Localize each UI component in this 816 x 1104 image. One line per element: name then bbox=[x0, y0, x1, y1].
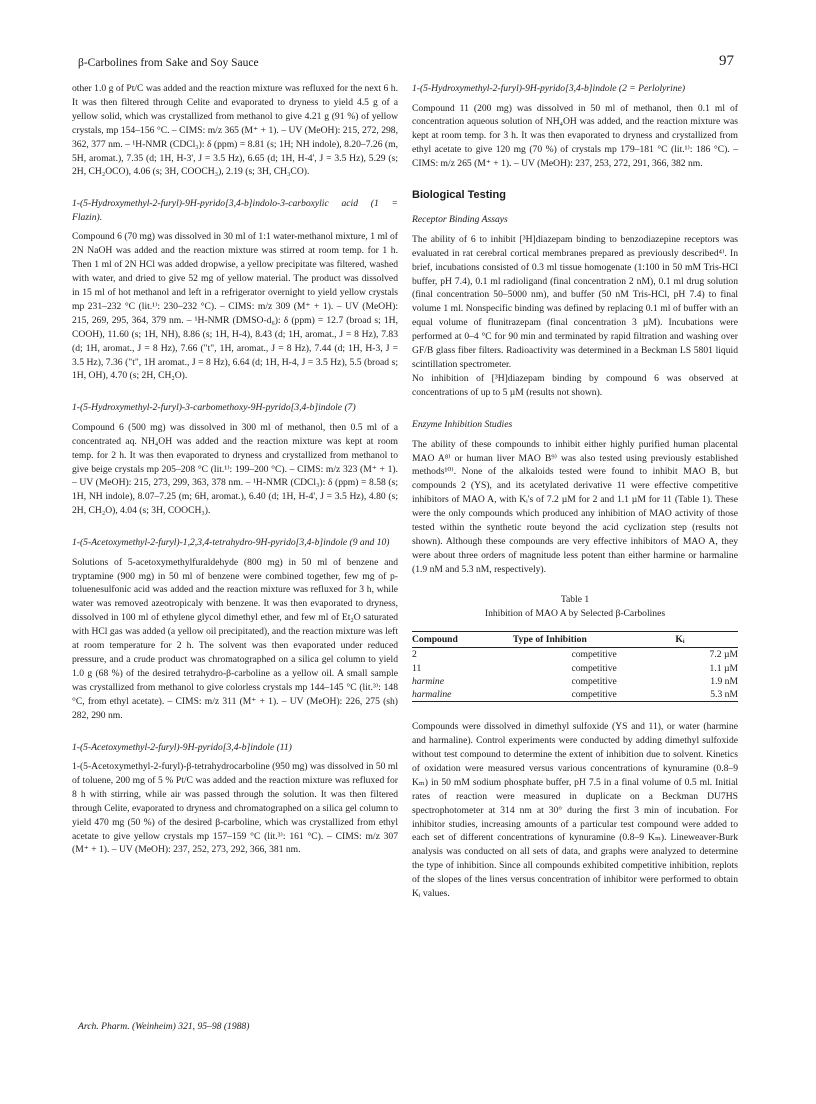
receptor-binding-body: The ability of 6 to inhibit [³H]diazepam binding to benzodiazepine receptors was evaluated in rat cerebral cortical membranes prepared as previously described⁴⁾. In brief, incubations consisted of 0.3 ml tissue homogenate (1:100 in 50 mM Tris-HCl buffer, pH 7.4), 0.1 ml radioligand (final concentration 2 nM), 0.1 ml drug solution (final concentration 50–5000 nm), and buffer (50 nM Tris-HCl, pH 7.4) to final volume 1 ml. Nonspecific binding was defined by replacing 0.1 ml of buffer with an equal volume of flunitrazepam (final concentration 3 µM). Incubations were performed at 0–4 °C for 90 min and terminated by rapid filtration and washing over GF/B glass fiber filters. Radioactivity was determined in a Beckman LS 5801 liquid scintillation spectrometer. bbox=[412, 233, 738, 370]
compound-11-body: 1-(5-Acetoxymethyl-2-furyl)-β-tetrahydrocarboline (950 mg) was dissolved in 50 ml of toluene, 200 mg of 5 % Pt/C was added and the reaction mixture was refluxed for 8 h with stirring, while air was passed through the solution. It was then filtered through Celite, evaporated to dryness and chromatographed on a silica gel column to yield 470 mg (50 %) of the desired β-carboline, which was crystallized from ethyl acetate to give yellow crystals mp 157–159 °C (lit.³⁾: 161 °C). – CIMS: m/z 307 (M⁺ + 1). – UV (MeOH): 237, 252, 273, 292, 366, 381 nm. bbox=[72, 761, 398, 856]
compound-9-10-heading: 1-(5-Acetoxymethyl-2-furyl)-1,2,3,4-tetrahydro-9H-pyrido[3,4-b]indole (9 and 10) bbox=[72, 537, 390, 549]
header-type: Type of Inhibition bbox=[513, 631, 676, 648]
biological-testing-title: Biological Testing bbox=[412, 189, 506, 202]
compound-9-10-section bbox=[72, 536, 398, 722]
receptor-binding-result: No inhibition of [³H]diazepam binding by compound 6 was observed at concentrations of up to 5 µM (results not shown). bbox=[412, 372, 738, 398]
compound-7-body: Compound 6 (500 mg) was dissolved in 300 ml of methanol, then 0.5 ml of a concentrated aq. NH₄OH was added and the reaction mixture was kept at room temp. for 2 h. It was then evaporated to dryness and crystallized from methanol to give beige crystals mp 205–208 °C (lit.¹⁾: 199–200 °C). – CIMS: m/z 323 (M⁺ + 1). – UV (MeOH): 215, 273, 299, 363, 378 nm. – ¹H-NMR (CDCl₃): δ (ppm) = 8.58 (s; 1H, NH indole), 8.07–7.25 (m; 6H, aromat.), 6.40 (d; 1H, H-4', J = 3.5 Hz), 4.80 (s; 2H, CH₂O), 4.04 (s; 3H, COOCH₃). bbox=[72, 421, 398, 517]
cell-type: competitive bbox=[571, 675, 617, 687]
header-compound: Compound bbox=[412, 631, 513, 648]
enzyme-inhibition-title: Enzyme Inhibition Studies bbox=[412, 418, 513, 430]
perlolyrine-body: Compound 11 (200 mg) was dissolved in 50 ml of methanol, then 0.1 ml of concentration aqueous solution of NH₄OH was added, and the reaction mixture was kept at room temp. for 3 h. It was then evaporated to dryness and crystallized from ethyl acetate to give 120 mg (70 %) of crystals mp 179–181 °C (lit.¹⁾: 186 °C). – CIMS: m/z 265 (M⁺ + 1). – UV (MeOH): 237, 253, 272, 291, 366, 382 nm. bbox=[412, 102, 738, 170]
table-row bbox=[412, 648, 738, 662]
table-1 bbox=[412, 593, 738, 703]
perlolyrine-section bbox=[412, 82, 738, 171]
cell-ki: 5.3 nM bbox=[675, 688, 738, 702]
cell-ki: 1.9 nM bbox=[710, 675, 738, 687]
table-caption: Inhibition of MAO A by Selected β-Carbolines bbox=[484, 607, 666, 619]
perlolyrine-heading: 1-(5-Hydroxymethyl-2-furyl)-9H-pyrido[3,4-b]indole (2 = Perlolyrine) bbox=[412, 83, 686, 94]
receptor-binding-section bbox=[412, 213, 738, 400]
right-column bbox=[412, 82, 738, 901]
compound-11-section bbox=[72, 741, 398, 858]
cell-compound: 2 bbox=[412, 649, 417, 661]
table-label: Table 1 bbox=[560, 593, 590, 605]
enzyme-inhibition-section bbox=[412, 418, 738, 901]
flazin-heading: 1-(5-Hydroxymethyl-2-furyl)-9H-pyrido[3,4-b]indolo-3-carboxylic acid (1 = Flazin). bbox=[72, 198, 398, 223]
cell-compound: harmine bbox=[412, 675, 444, 687]
page-number: 97 bbox=[719, 53, 734, 69]
cell-ki: 7.2 µM bbox=[709, 649, 738, 661]
table-row bbox=[412, 688, 738, 702]
table-header-row bbox=[412, 631, 738, 648]
enzyme-methods-body: Compounds were dissolved in dimethyl sulfoxide (YS and 11), or water (harmine and harmaline). Control experiments were conducted by adding dimethyl sulfoxide without test compound to determine the extent of inhibition due to solvent. Kinetics of oxidation were measured versus various concentrations of kynuramine (0.8–9 Kₘ) in 50 mM sodium phosphate buffer, pH 7.5 in a final volume of 0.5 ml. Initial rates of reaction were measured in duplicate on a Beckman DU7HS spectrophotometer at 314 nm at 30° during the first 3 min of incubation. For inhibitor studies, increasing amounts of a particular test compound were added to each set of different concentrations of kynuramine (0.8–9 Kₘ). Lineweaver-Burk analysis was conducted on all sets of data, and graphs were analyzed to determine the type of inhibition. Since all compounds exhibited competitive inhibition, replots of the slopes of the lines versus concentration of inhibitor were performed to obtain Kᵢ values. bbox=[412, 721, 738, 900]
receptor-binding-title: Receptor Binding Assays bbox=[412, 213, 508, 225]
compound-9-10-body: Solutions of 5-acetoxymethylfuraldehyde (800 mg) in 50 ml of benzene and tryptamine (900 mg) in 50 ml of benzene were combined together, few mg of p-toluenesulfonic acid was added and the reaction mixture was refluxed for 3 h, while water was removed azeotropicaly with benzene. It was then evaporated to dryness, dissolved in 100 ml of ethylene glycol dimethyl ether, and few ml of Et₂O saturated with HCl gas was added (a yellow oil precipitated), and the reaction mixture was left at room temperature for 2 h. The solvent was then evaporated under reduced pressure, and a crude product was chromatographed on a silica gel column to yield 1.0 g (68 %) of the desired tetrahydro-β-carboline as a yellow oil. A small sample was crystallized from methanol to give colorless crystals mp 144–145 °C (lit.³⁾: 148 °C, from ethyl acetate). – CIMS: m/z 311 (M⁺ + 1). – UV (MeOH): 226, 275 (sh) 282, 290 nm. bbox=[72, 556, 398, 721]
flazin-section bbox=[72, 197, 398, 383]
cell-type: competitive bbox=[571, 649, 617, 661]
flazin-body: Compound 6 (70 mg) was dissolved in 30 ml of 1:1 water-methanol mixture, 1 ml of 2N NaOH was added and the reaction mixture was stirred at room temp. for 1 h. Then 1 ml of 2N HCl was added dropwise, a yellow precipitate was filtered, washed with water, and dried to give 52 mg of yellow material. The product was dissolved in 15 ml of hot methanol and left in a refrigerator overnight to yield yellow crystals mp 231–232 °C (lit.¹⁾: 230–232 °C). – CIMS: m/z 309 (M⁺ + 1). – UV (MeOH): 215, 269, 295, 364, 379 nm. – ¹H-NMR (DMSO-d₆): δ (ppm) = 12.7 (broad s; 1H, COOH), 11.60 (s; 1H, NH), 8.86 (s; 1H, H-4), 8.43 (d; 1H, aromat., J = 8 Hz), 7.83 (d; 1H, aromat., J = 8 Hz), 7.66 ("t", 1H, aromat., J = 8 Hz), 7.44 (d; 1H, H-3, J = 3.5 Hz), 7.36 ("t", 1H aromat., J = 8 Hz), 6.64 (d; 1H, H-4, J = 3.5 Hz), 5.5 (broad s; 1H, OH), 4.70 (s; 2H, CH₂O). bbox=[72, 231, 398, 382]
running-title: β-Carbolines from Sake and Soy Sauce bbox=[78, 57, 259, 69]
intro-section bbox=[72, 82, 398, 179]
table-row bbox=[412, 662, 738, 675]
header-ki: Kᵢ bbox=[675, 631, 738, 648]
mao-inhibition-table bbox=[412, 631, 738, 703]
compound-7-heading: 1-(5-Hydroxymethyl-2-furyl)-3-carbomethoxy-9H-pyrido[3,4-b]indole (7) bbox=[72, 402, 356, 414]
cell-type: competitive bbox=[513, 688, 676, 702]
compound-7-section bbox=[72, 401, 398, 518]
table-row bbox=[412, 675, 738, 688]
compound-11-heading: 1-(5-Acetoxymethyl-2-furyl)-9H-pyrido[3,4-b]indole (11) bbox=[72, 741, 292, 753]
cell-compound: harmaline bbox=[412, 688, 513, 702]
cell-ki: 1.1 µM bbox=[709, 662, 738, 674]
journal-citation: Arch. Pharm. (Weinheim) 321, 95–98 (1988) bbox=[78, 1021, 250, 1032]
cell-compound: 11 bbox=[412, 662, 422, 674]
cell-type: competitive bbox=[571, 662, 617, 674]
intro-paragraph: other 1.0 g of Pt/C was added and the reaction mixture was refluxed for the next 6 h. It was then filtered through Celite and evaporated to dryness to yield 4.5 g of a yellow solid, which was crystallized from methanol to give 4.21 g (91 %) of yellow crystals, mp 154–156 °C. – CIMS: m/z 365 (M⁺ + 1). – UV (MeOH): 215, 272, 298, 362, 377 nm. – ¹H-NMR (CDCl₃): δ (ppm) = 8.81 (s; 1H; NH indole), 8.20–7.26 (m, 5H, aromat.), 7.35 (d; 1H, H-3', J = 3.5 Hz), 6.65 (d; 1H, H-4', J = 3.5 Hz), 5.29 (s; 2H, CH₂OCO), 4.06 (s; 3H, COOCH₃), 2.19 (s; 3H, CH₃CO). bbox=[72, 83, 398, 178]
enzyme-inhibition-body: The ability of these compounds to inhibit either highly purified human placental MAO A⁸⁾ or human liver MAO B⁹⁾ was also tested using previously established methods¹⁰⁾. None of the alkaloids tested were found to inhibit MAO B, but compounds 2 (YS), and its acetylated derivative 11 were effective competitive inhibitors of MAO A, with Kᵢ's of 7.2 µM for 2 and 1.1 µM for 11 (Table 1). These were the only compounds which produced any inhibition of MAO activity of those tested within the synthetic route beyond the acid cyclization step (results not shown). Although these compounds are very effective inhibitors of MAO A, they were about three orders of magnitude less potent than either harmine or harmaline (1.9 nM and 5.3 nM, respectively). bbox=[412, 438, 738, 575]
left-column bbox=[72, 82, 398, 875]
